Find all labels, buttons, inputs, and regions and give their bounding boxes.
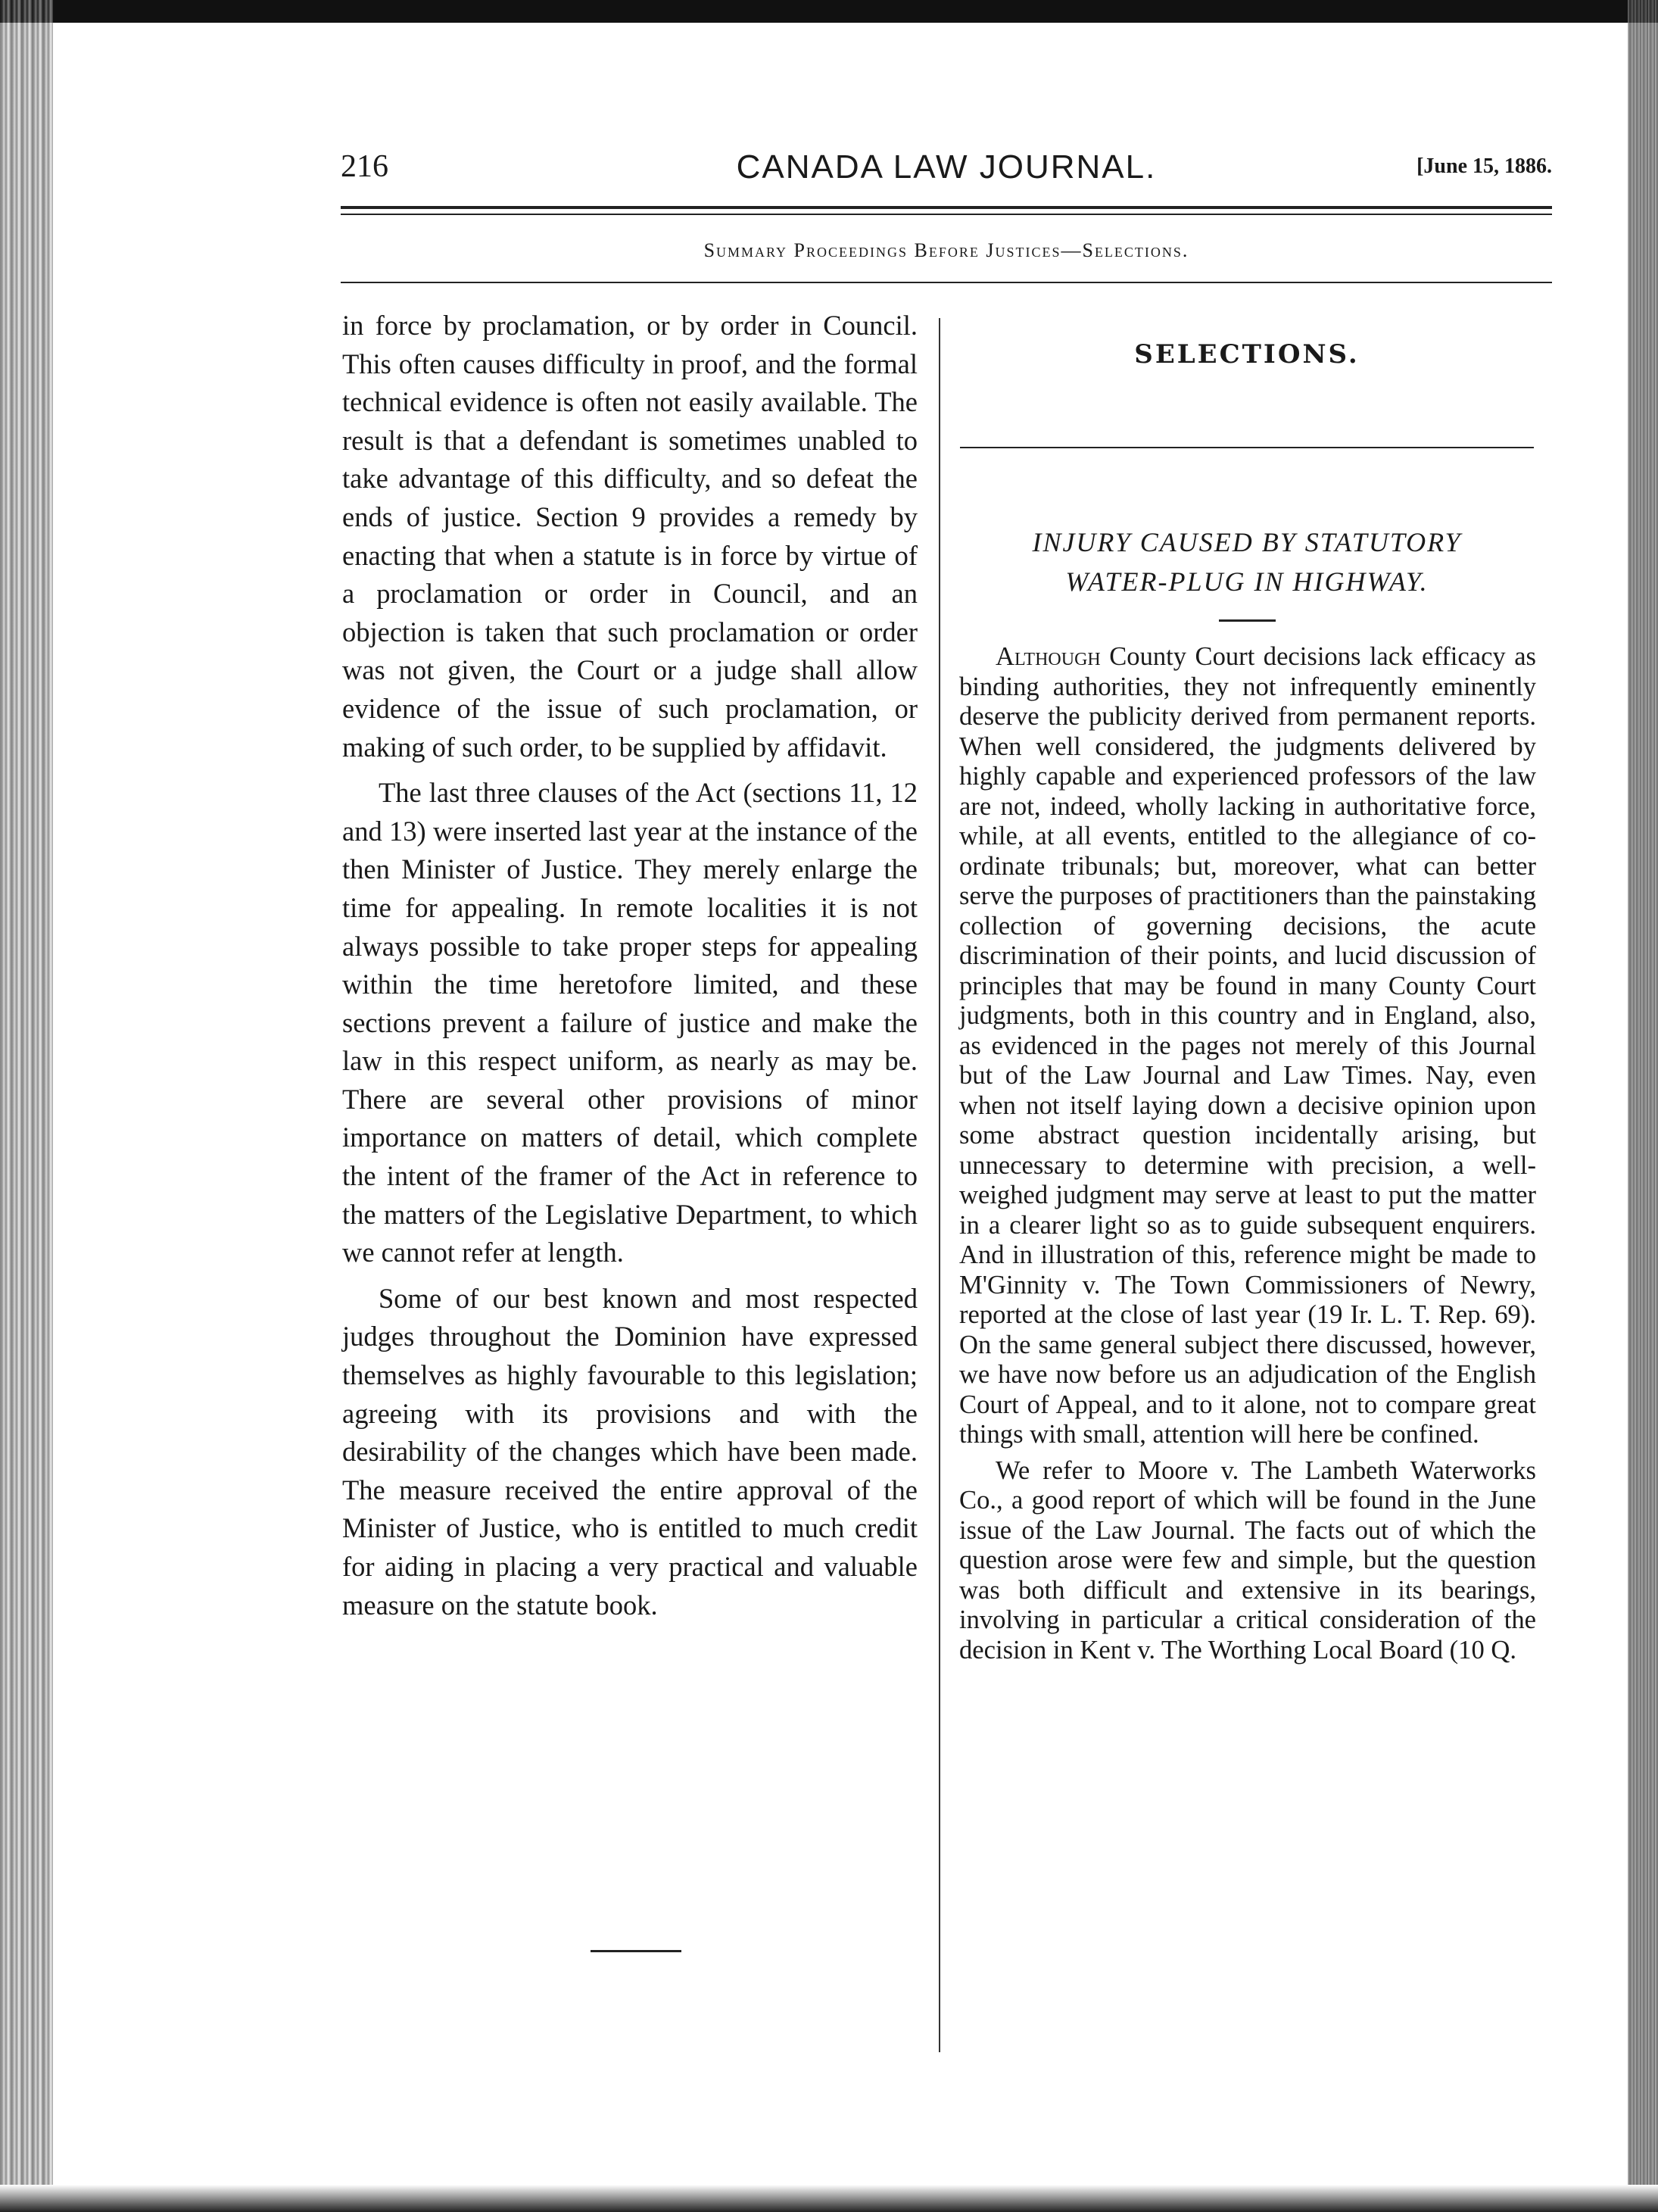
right-column-body <box>959 642 1536 1665</box>
scan-top-edge <box>0 0 1658 23</box>
article-title <box>959 523 1535 601</box>
journal-title: CANADA LAW JOURNAL. <box>736 148 1157 186</box>
left-paragraph: in force by proclamation, or by order in Council. This often causes difficulty in proof, and the formal technical evidence is often not easily available. The result is that a defendant is sometimes unabled to take advantage of this difficulty, and so defeat the ends of justice. Section 9 provides a remedy by enacting that when a statute is in force by virtue of a proclamation or order in Council, and an objection is taken that such proclamation or order was not given, the Court or a judge shall allow evidence of the issue of such proclamation, or making of such order, to be supplied by affidavit. <box>342 310 918 763</box>
column-divider <box>939 318 940 2052</box>
selections-rule <box>960 447 1534 448</box>
running-head <box>341 148 1552 194</box>
scan-bottom-edge <box>0 2185 1658 2212</box>
issue-date: [June 15, 1886. <box>1416 154 1552 178</box>
article-title-line: INJURY CAUSED BY STATUTORY <box>1032 527 1462 557</box>
article-title-line: WATER-PLUG IN HIGHWAY. <box>1065 566 1429 597</box>
left-paragraph: The last three clauses of the Act (sections 11, 12 and 13) were inserted last year at the instance of the then Minister of Justice. They merely enlarge the time for appealing. In remote localities it is not always possible to take proper steps for appealing within the time heretofore limited, and these sections prevent a failure of justice and make the law in this respect uniform, as nearly as may be. There are several other provisions of minor importance on matters of detail, which complete the intent of the framer of the Act in reference to the matters of the Legislative Department, to which we cannot refer at length. <box>342 777 918 1268</box>
section-subhead: Summary Proceedings Before Justices—Selections. <box>703 239 1189 261</box>
scan-right-edge <box>1628 0 1658 2212</box>
paragraph-text: County Court decisions lack efficacy as binding authorities, they not infrequently eminently deserve the publicity derived from permanent reports. When well considered, the judgments delivered by highly capable and experienced professors of the law are not, indeed, wholly lacking in authoritative force, while, at all events, entitled to the allegiance of co-ordinate tribunals; but, moreover, what can better serve the purposes of practitioners than the painstaking collection of governing decisions, the acute discrimination of their points, and lucid discussion of principles that may be found in many County Court judgments, both in this country and in England, also, as evidenced in the pages not merely of this Journal but of the Law Journal and Law Times. Nay, even when not itself laying down a decisive opinion upon some abstract question incidentally arising, but unnecessary to determine with precision, a well-weighed judgment may serve at least to put the matter in a clearer light so as to guide subsequent enquirers. And in illustration of this, reference might be made to M'Ginnity v. The Town Commissioners of Newry, reported at the close of last year (19 Ir. L. T. Rep. 69). On the same general subject there discussed, however, we have now before us an adjudication of the English Court of Appeal, and to it alone, not to compare great things with small, attention will here be confined. <box>959 642 1536 1449</box>
subhead-rule <box>341 282 1552 283</box>
left-paragraph: Some of our best known and most respected judges throughout the Dominion have expressed themselves as highly favourable to this legislation; agreeing with its provisions and with the desirability of the changes which have been made. The measure received the entire approval of the Minister of Justice, who is entitled to much credit for aiding in placing a very practical and valuable measure on the statute book. <box>342 1282 918 1621</box>
right-paragraph: We refer to Moore v. The Lambeth Waterworks Co., a good report of which will be found in the June issue of the Law Journal. The facts out of which the question arose were few and simple, but the question was both difficult and extensive in its bearings, involving in particular a critical consideration of the decision in Kent v. The Worthing Local Board (10 Q. <box>959 1455 1536 1664</box>
right-paragraph <box>959 642 1536 1450</box>
article-title-rule <box>1219 619 1276 622</box>
drop-smallcaps-word: Although <box>996 642 1101 671</box>
header-rule-bottom <box>341 214 1552 215</box>
left-column <box>342 307 918 1624</box>
left-column-end-rule <box>591 1950 681 1952</box>
header-rule-top <box>341 206 1552 209</box>
scan-binding-edge <box>0 0 53 2212</box>
page-number: 216 <box>341 149 388 184</box>
selections-heading: SELECTIONS. <box>1134 339 1360 370</box>
